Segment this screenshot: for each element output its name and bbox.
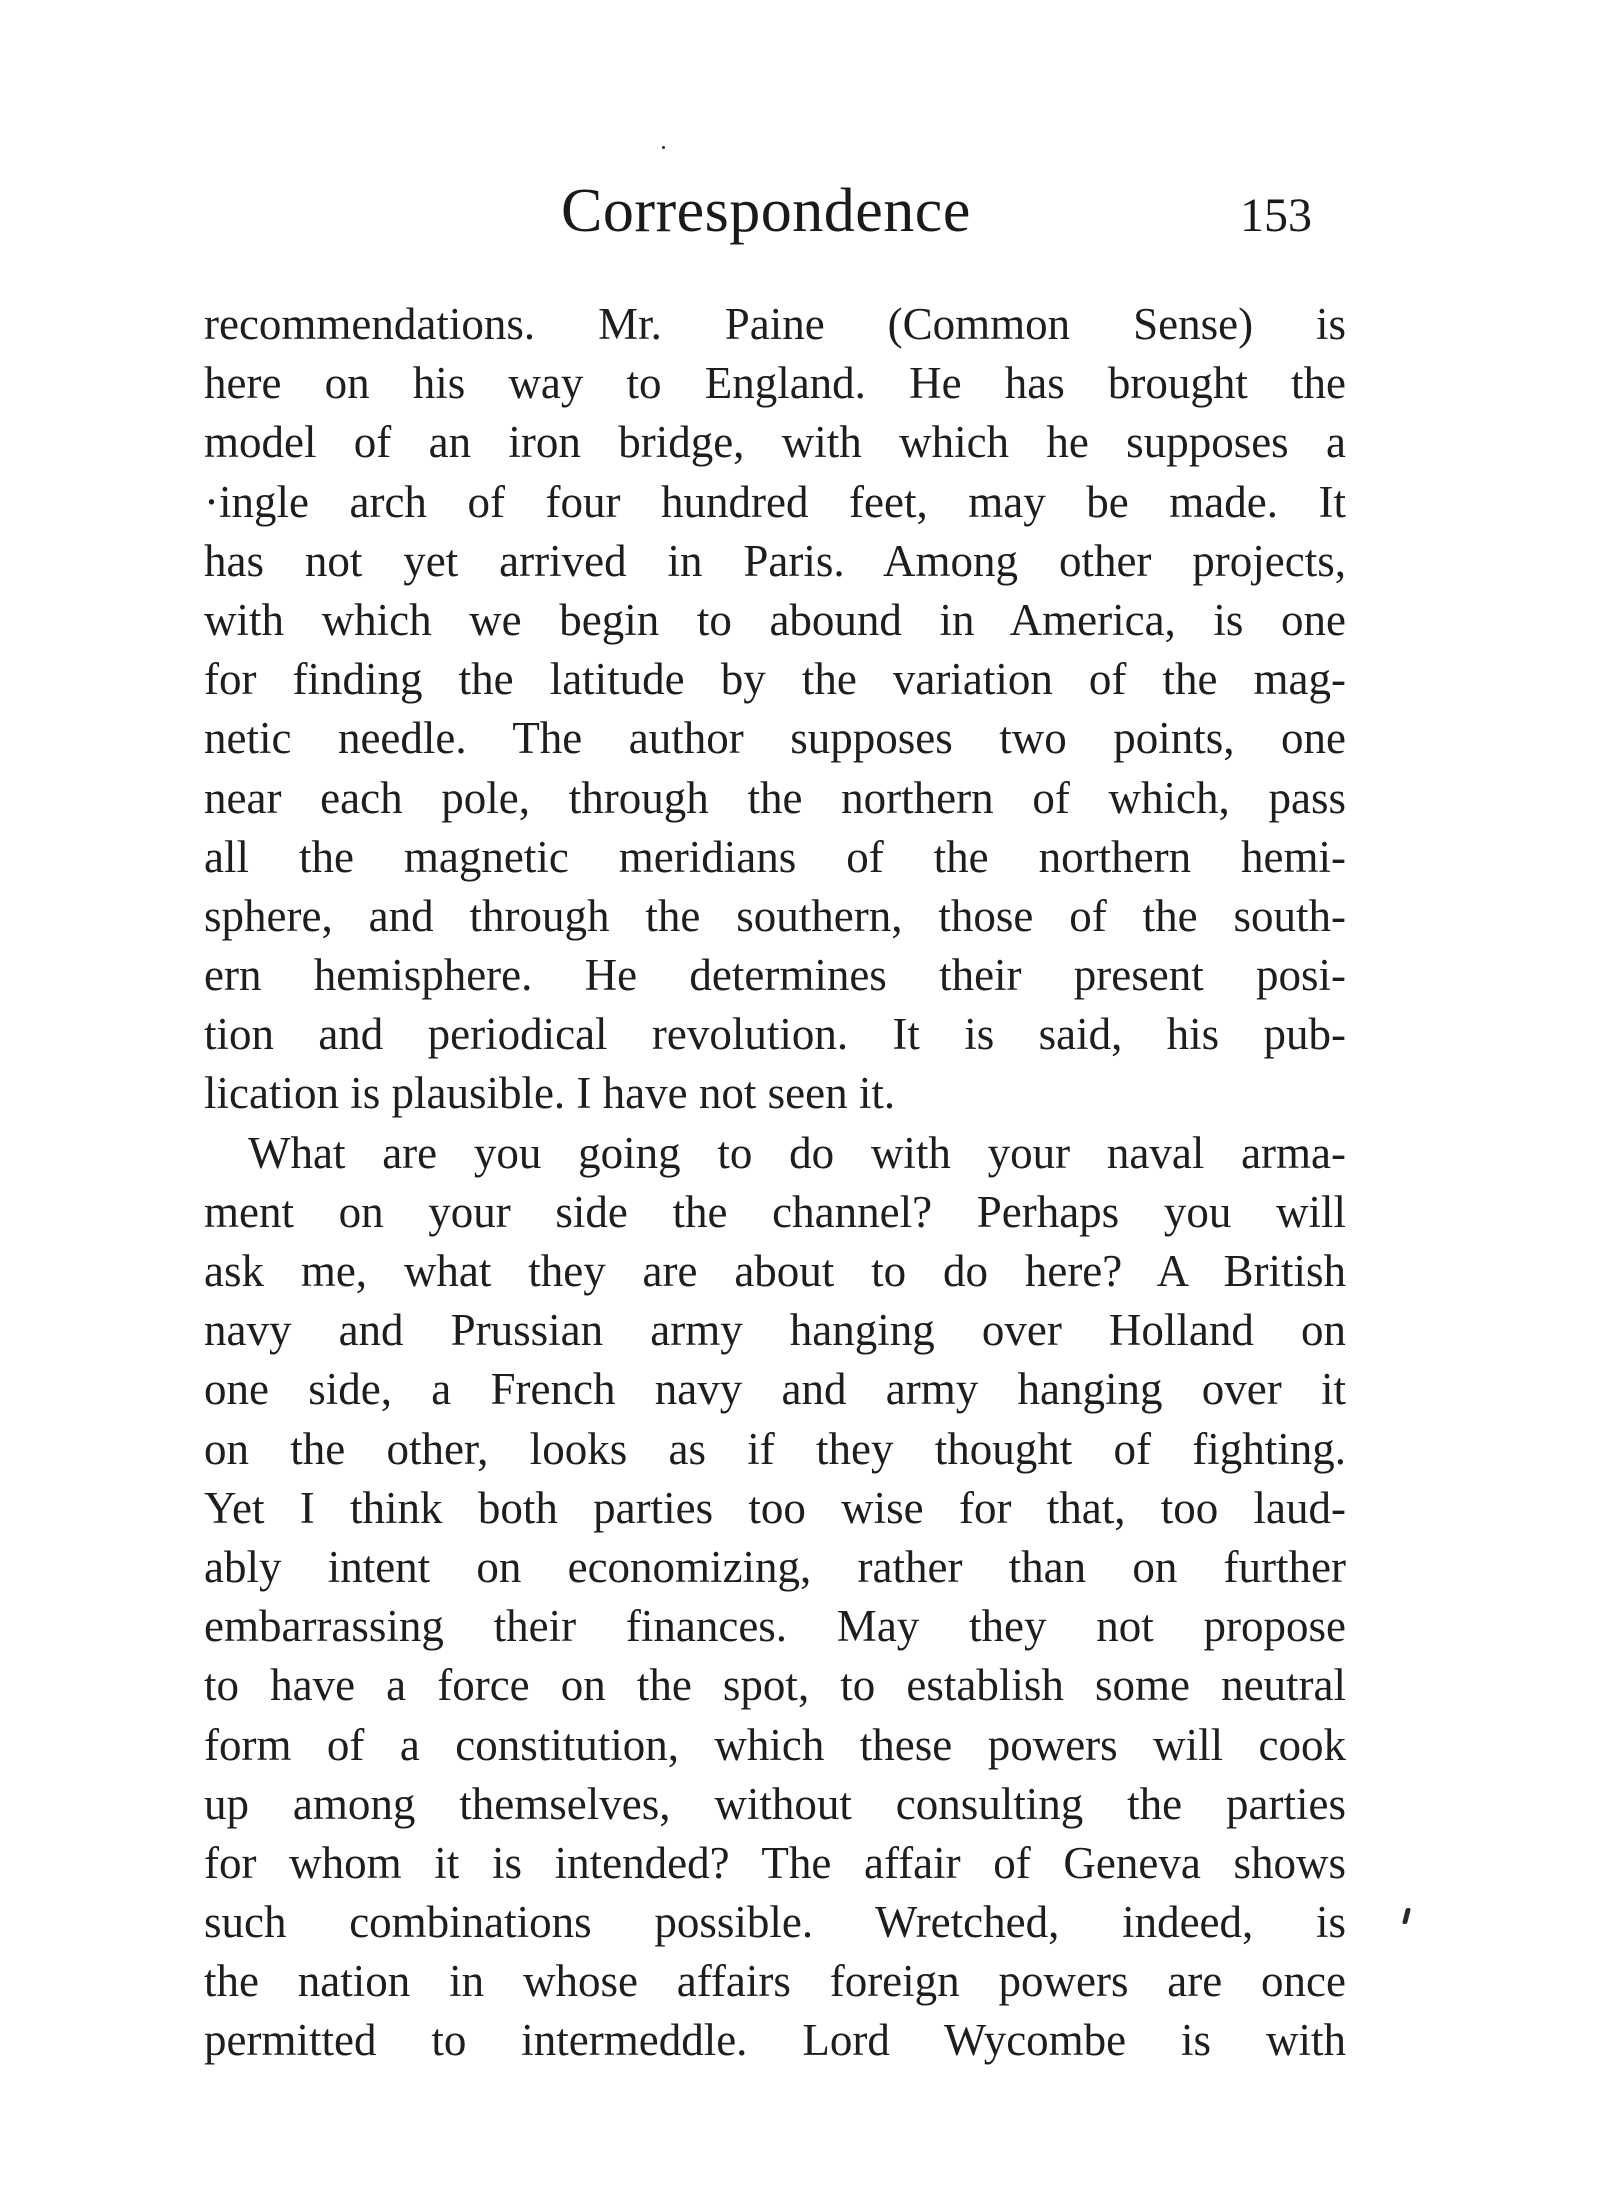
text-line: ably intent on economizing, rather than on further xyxy=(204,1541,1346,1592)
text-line: with which we begin to abound in America, is one xyxy=(204,594,1346,645)
running-title: Correspondence xyxy=(561,177,971,245)
text-line: sphere, and through the southern, those of the south- xyxy=(204,890,1346,941)
text-line: permitted to intermeddle. Lord Wycombe is with xyxy=(204,2015,1346,2066)
page-number: 153 xyxy=(1240,189,1312,242)
text-line: Yet I think both parties too wise for that, too laud- xyxy=(204,1482,1346,1533)
text-line: one side, a French navy and army hanging over it xyxy=(204,1364,1346,1415)
text-line: up among themselves, without consulting the parties xyxy=(204,1778,1346,1829)
text-line: here on his way to England. He has brought the xyxy=(204,358,1346,409)
text-line: the nation in whose affairs foreign powers are once xyxy=(204,1956,1346,2007)
text-line: to have a force on the spot, to establish some neutral xyxy=(204,1660,1346,1711)
text-line: ask me, what they are about to do here? A British xyxy=(204,1246,1346,1296)
text-line: ment on your side the channel? Perhaps you will xyxy=(204,1186,1346,1237)
text-line: on the other, looks as if they thought of fighting. xyxy=(204,1423,1346,1474)
margin-mark xyxy=(1402,1908,1411,1924)
text-line: netic needle. The author supposes two points, one xyxy=(204,713,1346,764)
text-line: near each pole, through the northern of which, pass xyxy=(204,772,1346,823)
text-line: ern hemisphere. He determines their present posi- xyxy=(204,950,1346,1001)
text-line: tion and periodical revolution. It is said, his pub- xyxy=(204,1009,1346,1060)
text-line: for whom it is intended? The affair of Geneva shows xyxy=(204,1837,1346,1888)
text-line: recommendations. Mr. Paine (Common Sense) is xyxy=(204,299,1346,349)
text-line: has not yet arrived in Paris. Among other projects, xyxy=(204,535,1346,586)
text-line: navy and Prussian army hanging over Holland on xyxy=(204,1305,1346,1356)
paragraph-end-line: lication is plausible. I have not seen it. xyxy=(204,1068,896,1119)
text-line: for finding the latitude by the variation of the mag- xyxy=(204,654,1346,705)
text-line: embarrassing their finances. May they not propose xyxy=(204,1601,1346,1652)
body-text xyxy=(204,295,1346,2071)
running-head xyxy=(0,168,1598,258)
text-line: ·ingle arch of four hundred feet, may be made. It xyxy=(204,476,1346,527)
paragraph-start-line: What are you going to do with your naval arma- xyxy=(248,1127,1346,1178)
ink-speck xyxy=(662,146,665,149)
text-line: such combinations possible. Wretched, indeed, is xyxy=(204,1897,1346,1948)
text-line: form of a constitution, which these powers will cook xyxy=(204,1719,1346,1770)
text-line: all the magnetic meridians of the northern hemi- xyxy=(204,831,1346,882)
text-line: model of an iron bridge, with which he supposes a xyxy=(204,417,1346,468)
